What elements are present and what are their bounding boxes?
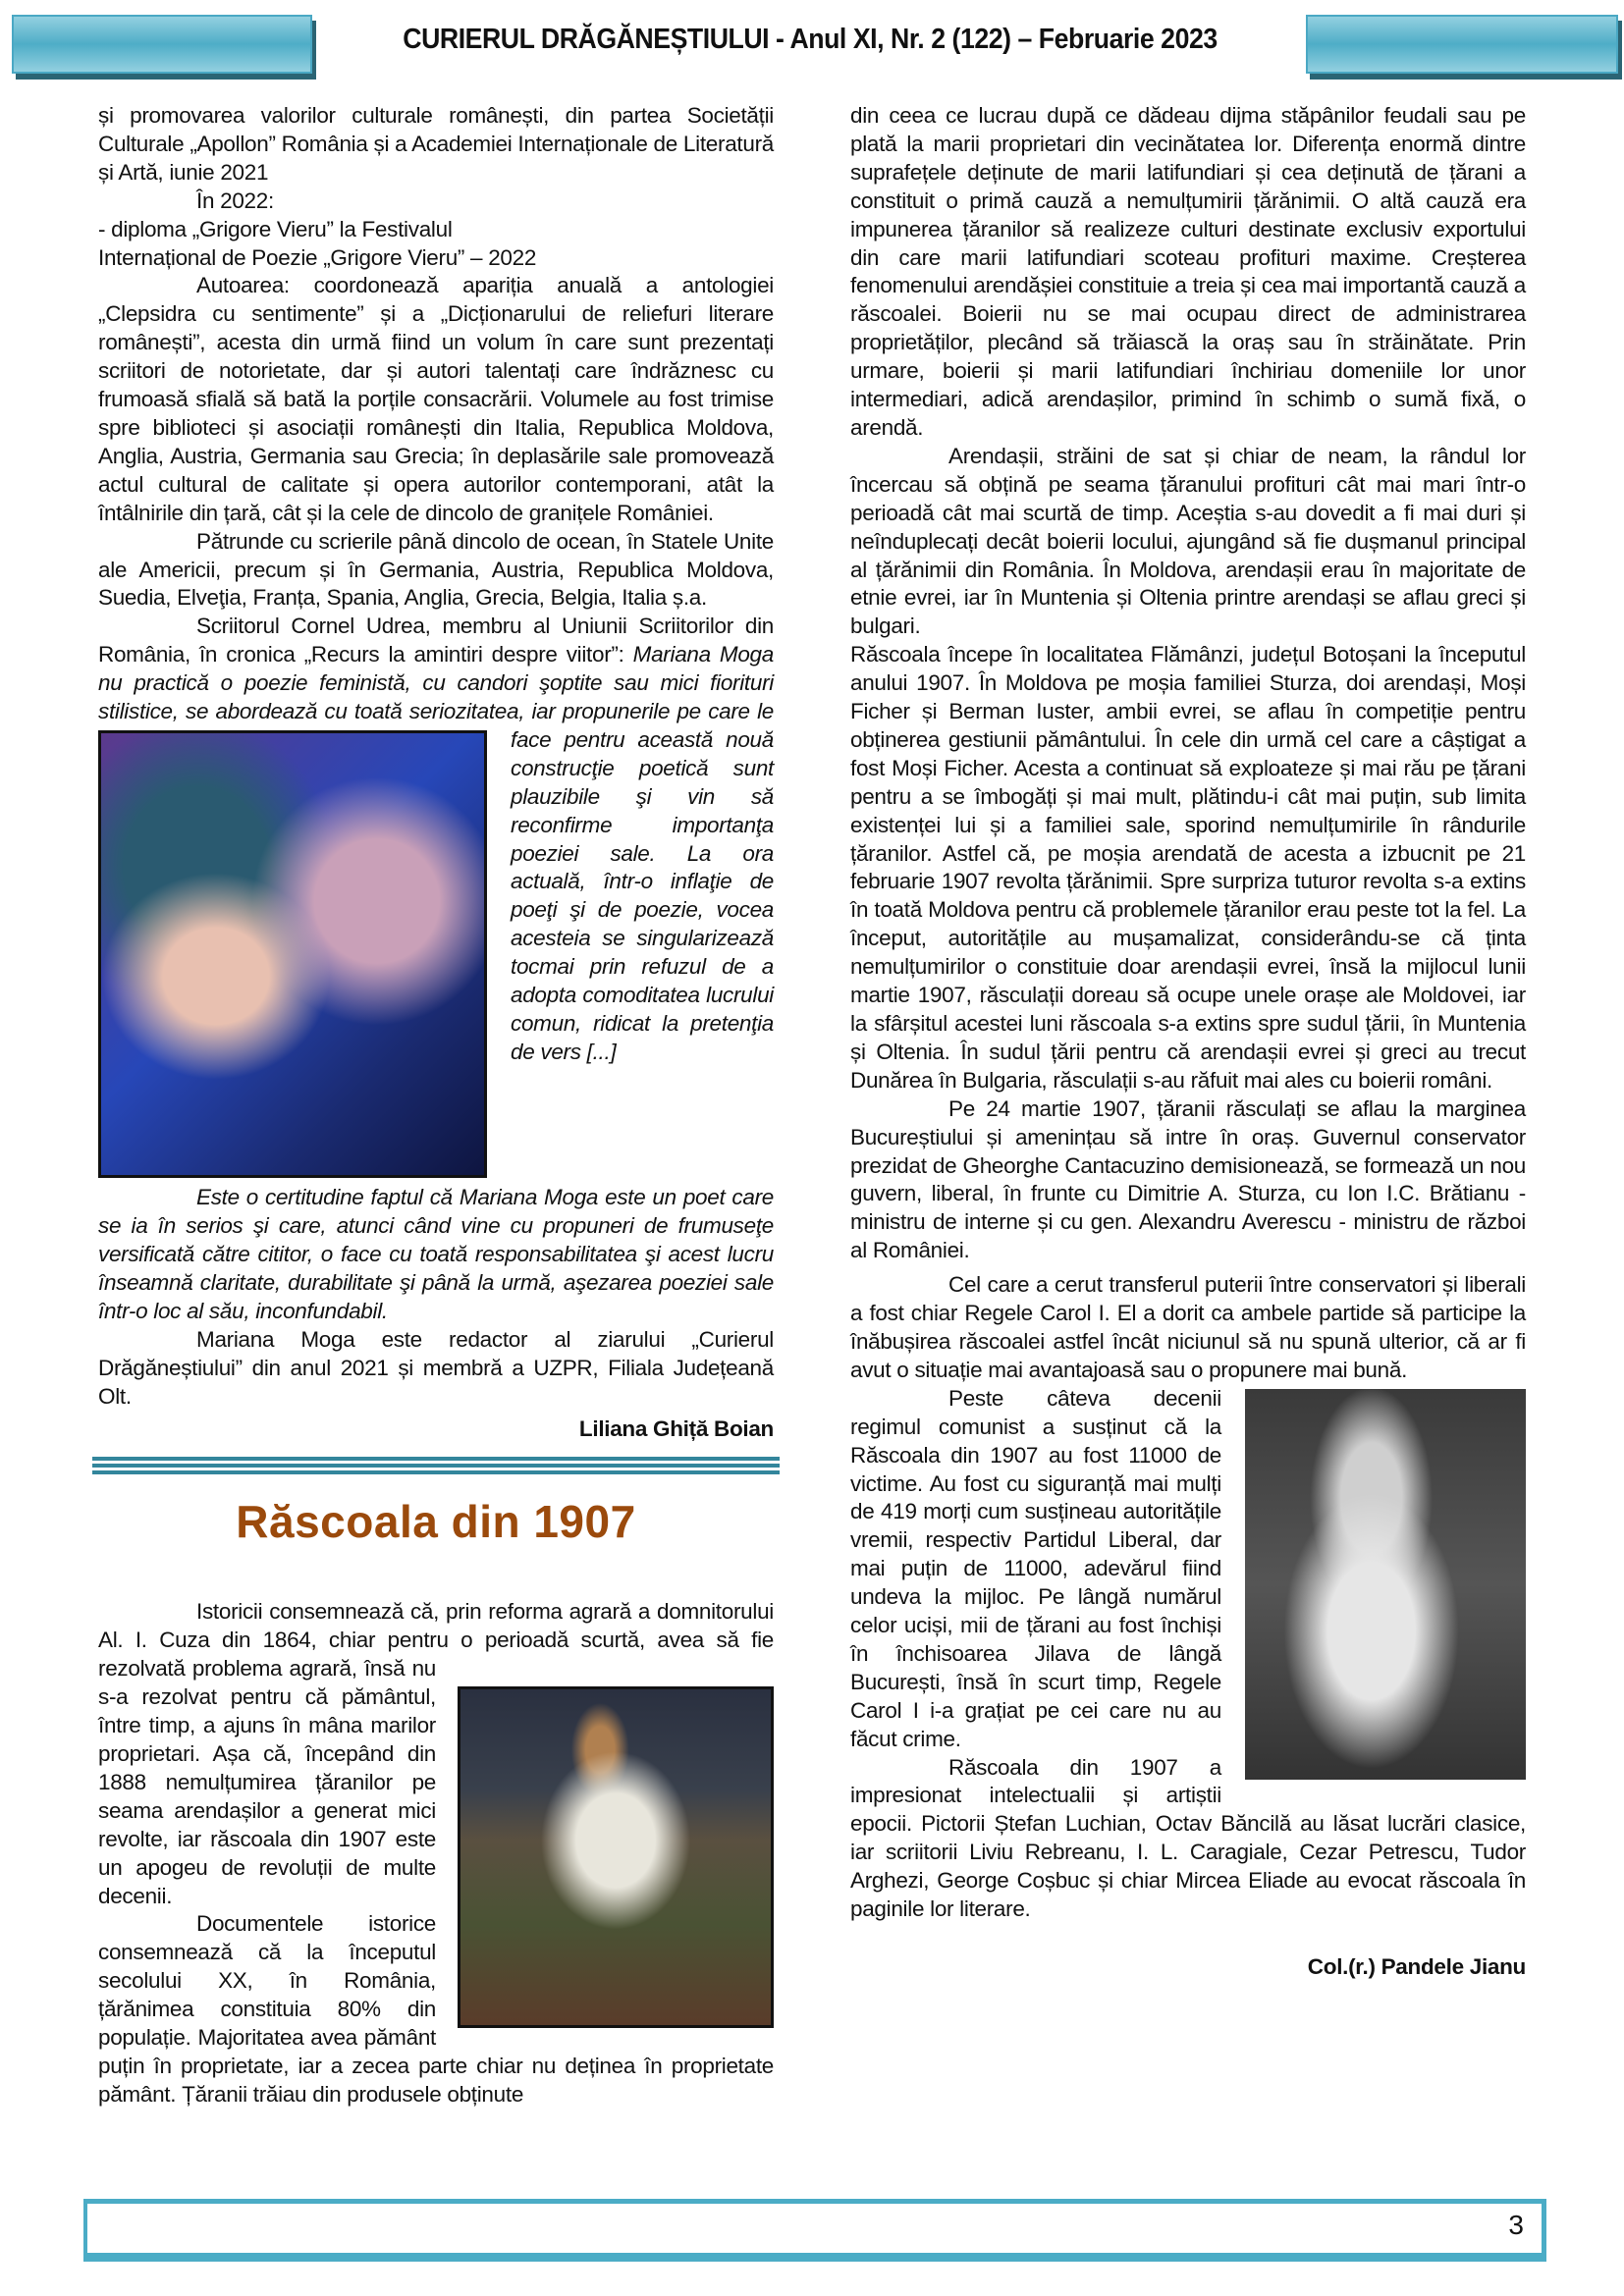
- author-signature: Liliana Ghiță Boian: [578, 1415, 774, 1441]
- paragraph: Internațional de Poezie „Grigore Vieru” – 2022: [98, 244, 537, 270]
- paragraph: Pe 24 martie 1907, țăranii răsculați se aflau la marginea Bucureștiului și amenințau să intre în oraș. Guvernul conservator prezidat de Gheorghe Cantacuzino demisionează, se formează un nou guvern, liberal, în frunte cu Dimitrie A. Sturza, cu Ion I.C. Brătianu - ministru de interne și cu gen. Alexandru Averescu - ministru de război al României.: [850, 1095, 1526, 1263]
- paragraph: Mariana Moga este redactor al ziarului „Curierul Drăgăneștiului” din anul 2021 și membră a UZPR, Filiala Județeană Olt.: [98, 1326, 774, 1409]
- bearded-man-portrait-image: [1245, 1389, 1526, 1780]
- paragraph: Răscoala din 1907 a impresionat intelectualii și artiștii epocii. Pictorii Ștefan Luchian, Octav Băncilă au lăsat lucrări clasice, iar scriitorii Liviu Rebreanu, I. L. Caragiale, Cezar Petrescu, Tudor Arghezi, George Coșbuc și chiar Mircea Eliade au evocat răscoala în paginile lor literare.: [850, 1754, 1526, 1922]
- page-footer: [83, 2199, 1546, 2262]
- paragraph: Pătrunde cu scrierile până dincolo de ocean, în Statele Unite ale Americii, precum și în Germania, Austria, Republica Moldova, Suedia, Elveţia, Franța, Spania, Anglia, Grecia, Belgia, Italia ș.a.: [98, 528, 774, 611]
- paragraph: din ceea ce lucrau după ce dădeau dijma stăpânilor feudali sau pe plată la marii proprietari din vecinătatea lor. Diferența enormă dintre suprafețele deținute de marii latifundiari și cea deținută de țărani a constituit o primă cauză a nemulțumirii țărănimii. O altă cauză era impunerea țăranilor să realizeze culturi destinate exclusiv exportului din care marii latifundiari scoteau profituri maxime. Creșterea fenomenului arendășiei constituie a treia și cea mai importantă cauză a răscoalei. Boierii nu se mai ocupau direct de administrarea proprietăților, plecând să trăiască la oraș sau în străinătate. Prin urmare, boierii și marii latifundiari închiriau domeniile lor unor intermediari, adică arendașilor, primind în schimb o sumă fixă, o arendă.: [850, 103, 1526, 440]
- paragraph: Arendașii, străini de sat și chiar de neam, la rândul lor încercau să obțină pe seama țăranului profituri cât mai mari într-o perioadă cât mai scurtă de timp. Aceștia s-au dovedit a fi mai duri și neînduplecați decât boierii locului, ajungând să fie dușmanul principal al țărănimii din România. În Moldova, arendașii erau în majoritate de etnie evrei, iar în Muntenia și Oltenia printre arendași se aflau greci și bulgari.: [850, 443, 1526, 639]
- left-column: [98, 102, 774, 2109]
- paragraph-quote: Este o certitudine faptul că Mariana Moga este un poet care se ia în serios şi care, atunci când vine cu propuneri de frumuseţe versificată către cititor, o face cu toată responsabilitatea şi acest lucru înseamnă claritate, durabilitate şi până la urmă, aşezarea poeziei sale într-o loc al său, inconfundabil.: [98, 1185, 774, 1323]
- author-signature: Col.(r.) Pandele Jianu: [1307, 1954, 1526, 1979]
- paragraph: Răscoala începe în localitatea Flămânzi, județul Botoșani la începutul anului 1907. În Moldova pe moșia familiei Sturza, doi arendași, Moși Ficher și Berman Iuster, ambii evrei, se aflau în competiție pentru obținerea gestiunii pământului. În cele din urmă cel care a câștigat a fost Moși Ficher. Acesta a continuat să exploateze și mai rău pe țărani pentru a se îmbogăți și mai mult, plătindu-i cât mai puțin, sub limita existenței lui și a familiei sale, sporind nemulțumirile în rândurile țăranilor. Astfel că, pe moșia arendată de acesta a izbucnit pe 21 februarie 1907 revolta țărănimii. Spre surpriza tuturor revolta s-a extins în toată Moldova pentru că problemele țăranilor erau peste tot la fel. La început, autoritățile au mușamalizat, considerându-se că ținta nemulțumirilor o constituie doar arendașii evrei, însă la mijlocul lunii martie 1907, răsculații doreau să ocupe unele orașe ale Moldovei, iar la sfârșitul acestei luni răscoala s-a extins spre sudul țării, în Muntenia și Oltenia. În sudul țării pentru că arendașii evrei și greci au trecut Dunărea în Bulgaria, răsculații s-au răfuit mai ales cu boierii români.: [850, 642, 1526, 1093]
- paragraph: În 2022:: [196, 187, 274, 213]
- right-column: [850, 102, 1526, 1982]
- header-decor-right: [1306, 15, 1618, 74]
- author-portrait-image: [98, 730, 487, 1178]
- paragraph: - diploma „Grigore Vieru” la Festivalul: [98, 216, 453, 241]
- peasant-revolt-painting-image: [458, 1686, 774, 2028]
- article-title: Răscoala din 1907: [236, 1496, 636, 1548]
- paragraph: și promovarea valorilor culturale românești, din partea Societății Culturale „Apollon” România și a Academiei Internaționale de Literatură și Artă, iunie 2021: [98, 103, 774, 185]
- paragraph: Peste câteva decenii regimul comunist a susținut că la Răscoala din 1907 au fost 11000 de victime. Au fost cu siguranță mai mulți de 419 morți cum susțineau autoritățile vremii, respectiv Partidul Liberal, dar mai puțin de 11000, adevărul fiind undeva la mijloc. Pe lângă numărul celor uciși, mii de țărani au fost închiși în închisoarea Jilava de lângă București, însă în scurt timp, Regele Carol I i-a grațiat pe cei care nu au făcut crime.: [850, 1385, 1221, 1751]
- paragraph: Documentele istorice consemnează că la începutul secolului XX, în România, țărănimea constituia 80% din populație. Majoritatea avea pământ puțin în proprietate, iar a zecea parte chiar nu deținea în proprietate pământ. Țăranii trăiau din produsele obținute: [98, 1911, 774, 2107]
- quote-text: Mariana Moga nu practică o poezie feministă, cu candori şoptite sau mici fioriturі stilistice, se abordează cu toată seriozitatea, iar propunerile pe care le face pentru această nouă construcţie poetică sunt plauzibile şi vin să reconfirme importanţa poeziei sale. La ora actuală, într-o inflaţie de poeţi şi de poezie, vocea acesteia se singularizează tocmai prin refuzul de a adopta comoditatea lucrului comun, ridicat la pretenţia de vers [...]: [98, 642, 774, 1064]
- masthead-title: CURIERUL DRĂGĂNEȘTIULUI - Anul XI, Nr. 2 (122) – Februarie 2023: [403, 24, 1218, 55]
- quote-intro: Scriitorul Cornel Udrea, membru al Uniunii Scriitorilor din România, în cronica „Recurs la amintiri despre viitor”:: [98, 614, 774, 667]
- paragraph: Istoricii consemnează că, prin reforma agrară a domnitorului Al. I. Cuza din 1864, chiar pentru o perioadă scurtă, avea să fie rezolvată problema agrară, însă nu s-a rezolvat pentru că pământul, între timp, a ajuns în mâna marilor proprietari. Așa că, începând din 1888 nemulțumirea țăranilor pe seama arendașilor a generat mici revolte, iar răscoala din 1907 este un apogeu de revoluții de multe decenii.: [98, 1599, 774, 1908]
- section-divider: [92, 1457, 780, 1474]
- header-decor-left: [12, 15, 312, 74]
- page-number: 3: [1508, 2210, 1524, 2240]
- paragraph: Cel care a cerut transferul puterii între conservatori și liberali a fost chiar Regele Carol I. El a dorit ca ambele partide să participe la înăbușirea răscoalei astfel încât niciunul să nu spună ulterior, că ar fi avut o situație mai avantajoasă sau o propunere mai bună.: [850, 1272, 1526, 1382]
- paragraph: Autoarea: coordonează apariția anuală a antologiei „Clepsidra cu sentimente” și a „Dicționarului de reliefuri literare românești”, acesta din urmă fiind un volum în care sunt prezentați scriitori de notorietate, dar și autori talentați care îndrăznesc cu frumoasă sfială să bată la porțile consacrării. Volumele au fost trimise spre biblioteci și asociații românești din Italia, Republica Moldova, Anglia, Austria, Germania sau Grecia; în deplasările sale promovează actul cultural de calitate și opera autorilor contemporani, atât la întâlnirile din țară, cât și la cele de dincolo de granițele României.: [98, 273, 774, 525]
